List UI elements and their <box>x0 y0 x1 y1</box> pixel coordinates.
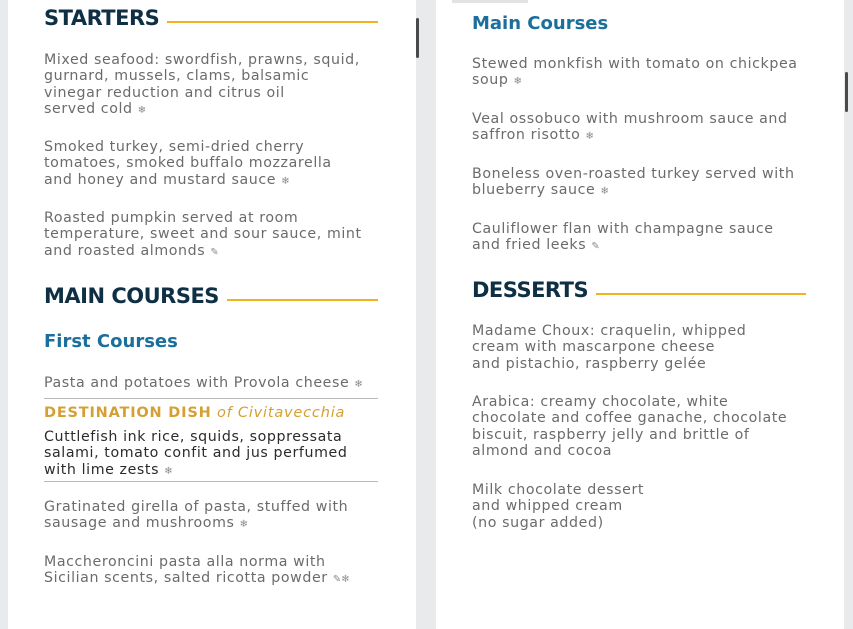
main-course-item <box>472 166 795 201</box>
leaf-icon: ✎ <box>210 246 219 258</box>
dish-text: Maccheroncini pasta alla norma with Sicilian scents, salted ricotta powder <box>44 554 328 587</box>
dish-text: Milk chocolate dessert and whipped cream (no sugar added) <box>472 482 645 531</box>
dish-text: Mixed seafood: swordfish, prawns, squid, gurnard, mussels, clams, balsamic vinegar reduction and citrus oil served cold <box>44 52 360 118</box>
first-course-item <box>44 554 350 589</box>
starter-item <box>44 52 360 120</box>
snowflake-icon: ❄ <box>164 465 173 477</box>
first-courses-title: First Courses <box>44 331 178 352</box>
main-courses-subtitle: Main Courses <box>472 13 609 34</box>
main-course-item <box>472 56 798 91</box>
snowflake-icon: ❄ <box>137 105 147 117</box>
dessert-item <box>472 323 746 372</box>
dish-text: Cauliflower flan with champagne sauce and fried leeks <box>472 221 774 254</box>
leaf-icon: ✎ <box>591 241 600 253</box>
snowflake-icon: ❄ <box>600 186 609 198</box>
dish-text: Gratinated girella of pasta, stuffed with sausage and mushrooms <box>44 499 349 532</box>
starter-item <box>44 210 362 261</box>
destination-dish <box>44 429 347 480</box>
desserts-title: DESSERTS <box>472 278 589 302</box>
dish-text: Madame Choux: craquelin, whipped cream with mascarpone cheese and pistachio, raspberry gelée <box>472 323 747 372</box>
dish-text: Roasted pumpkin served at room temperature, sweet and sour sauce, mint and roasted almonds <box>44 210 362 259</box>
dish-text: Pasta and potatoes with Provola cheese <box>44 375 355 391</box>
snowflake-icon: ❄ <box>281 175 290 187</box>
main-course-item <box>472 111 788 146</box>
destination-label: DESTINATION DISH <box>44 405 212 421</box>
menu-page-left <box>8 0 416 629</box>
dish-text: Veal ossobuco with mushroom sauce and saffron risotto <box>472 111 788 144</box>
snowflake-icon: ❄ <box>513 76 522 88</box>
main-course-item <box>472 221 774 256</box>
divider <box>44 481 378 482</box>
first-course-item <box>44 375 363 393</box>
snowflake-icon: ❄ <box>354 379 363 390</box>
tab-indicator <box>452 0 528 3</box>
snowflake-icon: ❄ <box>585 131 594 143</box>
snowflake-icon: ❄ <box>239 519 248 531</box>
starter-item <box>44 139 332 190</box>
destination-dish-label <box>44 405 345 421</box>
starters-title: STARTERS <box>44 6 160 30</box>
main-courses-header <box>44 284 378 308</box>
dish-text: Arabica: creamy chocolate, white chocolate and coffee ganache, chocolate biscuit, raspberry jelly and brittle of almond and cocoa <box>472 394 788 460</box>
right-scrollbar[interactable] <box>845 72 848 112</box>
dish-text: Cuttlefish ink rice, squids, soppressata salami, tomato confit and jus perfumed with lime zests <box>44 429 348 478</box>
left-scrollbar[interactable] <box>416 18 419 58</box>
destination-location: of Civitavecchia <box>216 405 346 421</box>
dessert-item <box>472 394 787 460</box>
accent-rule <box>167 21 378 23</box>
starters-header <box>44 6 378 30</box>
dish-text: Smoked turkey, semi-dried cherry tomatoes, smoked buffalo mozzarella and honey and mustard sauce <box>44 139 332 188</box>
leaf-icon: ✎❄ <box>332 574 350 586</box>
first-course-item <box>44 499 348 534</box>
dish-text: Stewed monkfish with tomato on chickpea soup <box>472 56 798 89</box>
accent-rule <box>596 293 806 295</box>
dish-text: Boneless oven-roasted turkey served with blueberry sauce <box>472 166 795 199</box>
dessert-item <box>472 482 644 531</box>
desserts-header <box>472 278 806 302</box>
menu-page-right <box>436 0 844 629</box>
main-courses-title: MAIN COURSES <box>44 284 219 308</box>
accent-rule <box>227 299 378 301</box>
divider <box>44 398 378 399</box>
